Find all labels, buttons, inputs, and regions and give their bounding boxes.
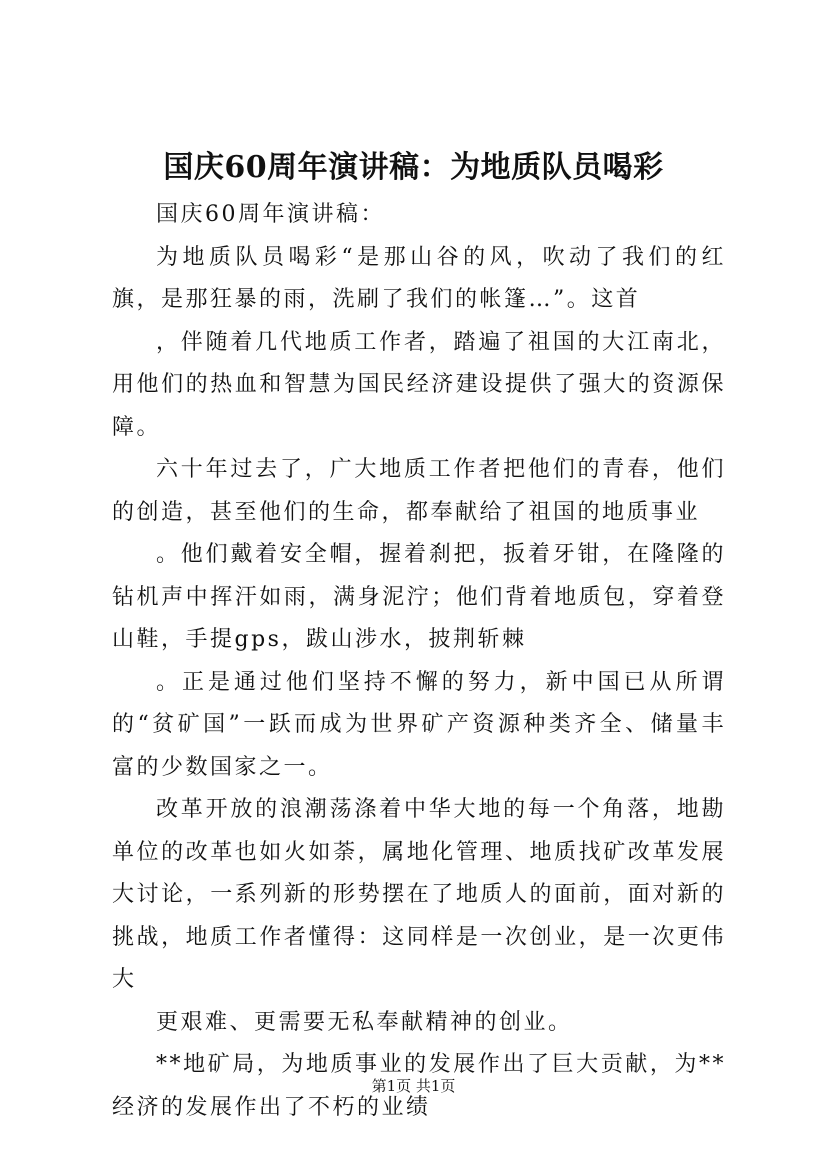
paragraph: 。正是通过他们坚持不懈的努力，新中国已从所谓的“贫矿国”一跃而成为世界矿产资源种类齐全、储量丰富的少数国家之一。	[112, 669, 726, 780]
paragraph: 为地质队员喝彩“是那山谷的风，吹动了我们的红旗，是那狂暴的雨，洗刷了我们的帐篷…”。这首	[112, 244, 726, 312]
paragraph: 更艰难、更需要无私奉献精神的创业。	[156, 1009, 573, 1035]
paragraph: 六十年过去了，广大地质工作者把他们的青春，他们的创造，甚至他们的生命，都奉献给了祖国的地质事业	[112, 457, 726, 525]
paragraph: 国庆60周年演讲稿：	[156, 202, 385, 227]
page-number-footer: 第1页 共1页	[371, 1077, 456, 1095]
paragraph: 。他们戴着安全帽，握着刹把，扳着牙钳，在隆隆的钻机声中挥汗如雨，满身泥泞；他们背着地质包，穿着登山鞋，手提gps，跋山涉水，披荆斩棘	[112, 542, 726, 652]
paragraph: ，伴随着几代地质工作者，踏遍了祖国的大江南北，用他们的热血和智慧为国民经济建设提供了强大的资源保障。	[112, 329, 726, 440]
paragraph: 改革开放的浪潮荡涤着中华大地的每一个角落，地勘单位的改革也如火如荼，属地化管理、地质找矿改革发展大讨论，一系列新的形势摆在了地质人的面前，面对新的挑战，地质工作者懂得：这同样是一次创业，是一次更伟大	[112, 797, 726, 992]
paragraph: **地矿局，为地质事业的发展作出了巨大贡献，为**经济的发展作出了不朽的业绩	[112, 1052, 726, 1120]
document-body	[112, 194, 726, 1129]
document-title: 国庆60周年演讲稿：为地质队员喝彩	[163, 150, 664, 185]
